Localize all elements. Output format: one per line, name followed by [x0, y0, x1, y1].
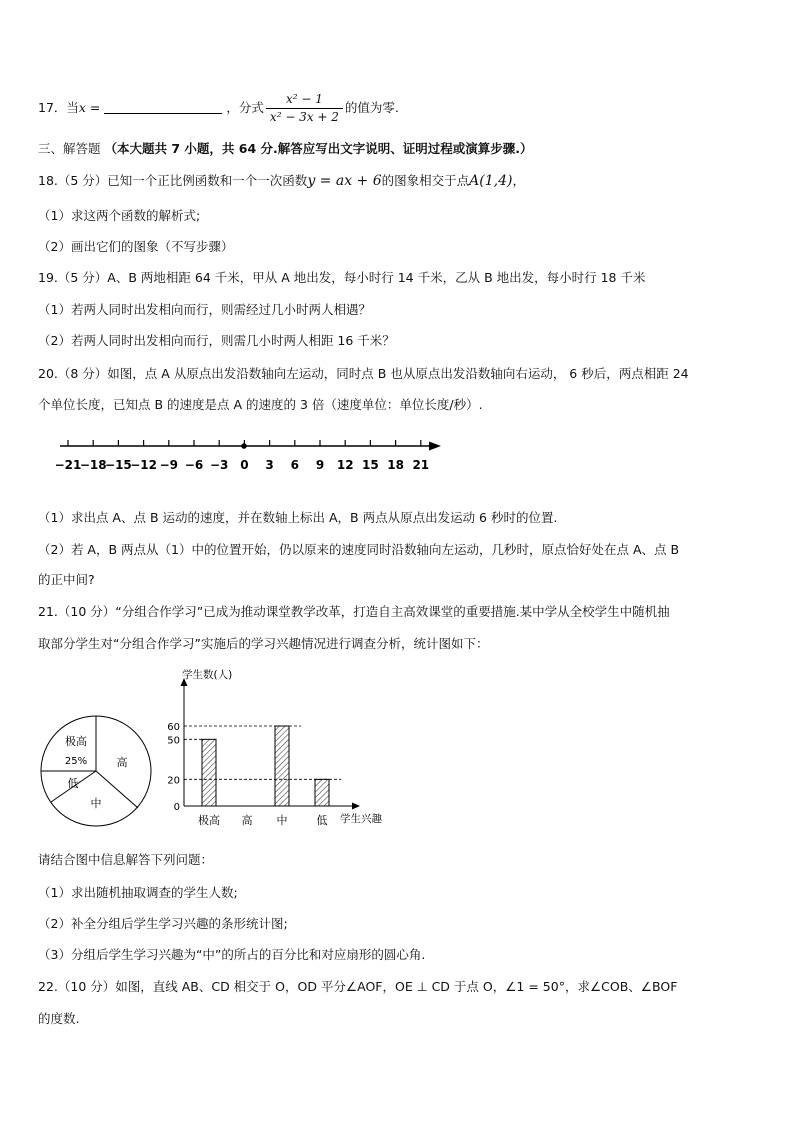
number-line-label: 0 [240, 458, 249, 472]
q22-stem-line-1: 22.（10 分）如图，直线 AB、CD 相交于 O，OD 平分∠AOF，OE ⊥ CD 于点 O，∠1 = 50°，求∠COB、∠BOF [38, 979, 678, 994]
q22-stem-line-2: 的度数. [38, 1011, 80, 1026]
bar-chart-x-ticks [198, 813, 328, 827]
q21-part-2: （2）补全分组后学生学习兴趣的条形统计图; [38, 916, 288, 931]
pie-label-medium: 中 [90, 797, 102, 810]
number-line-label: −21 [55, 458, 82, 472]
number-line-label: 6 [290, 458, 299, 472]
q21-stem-line-2: 取部分学生对“分组合作学习”实施后的学习兴趣情况进行调查分析，统计图如下： [38, 636, 489, 651]
number-line-label: 12 [336, 458, 354, 472]
q18-point: A(1,4) [469, 173, 513, 189]
q17-prefix: 17．当 [38, 100, 79, 115]
number-line-origin-dot [241, 443, 247, 449]
bar-chart-category-label: 高 [241, 814, 253, 827]
q19-part-1: （1）若两人同时出发相向而行，则需经过几小时两人相遇？ [38, 302, 371, 317]
q21-part-1: （1）求出随机抽取调查的学生人数; [38, 885, 238, 900]
q20-part-2-line-2: 的正中间? [38, 572, 95, 587]
q18-part-2: （2）画出它们的图象（不写步骤） [38, 239, 234, 254]
number-line-arrow [429, 442, 441, 451]
number-line-label: −6 [184, 458, 204, 472]
bar-chart-y-label: 学生数(人) [182, 669, 233, 681]
q17-variable: x = [78, 100, 101, 115]
bar-chart-x-arrow [352, 803, 360, 810]
bar-chart-y-tick-label: 50 [167, 735, 180, 747]
q20-part-2-line-1: （2）若 A，B 两点从（1）中的位置开始，仍以原来的速度同时沿数轴向左运动，几秒时，原点恰好处在点 A、点 B [38, 542, 680, 557]
q21-part-3: （3）分组后学生学习兴趣为“中”的所占的百分比和对应扇形的圆心角. [38, 947, 426, 962]
bar-chart-x-label: 学生兴趣 [340, 813, 382, 825]
number-line-label: −15 [105, 458, 132, 472]
q17-numerator: x² − 1 [266, 92, 343, 109]
pie-label-very-high-percent: 25% [64, 756, 88, 767]
q20-stem-line-1: 20.（8 分）如图，点 A 从原点出发沿数轴向左运动，同时点 B 也从原点出发沿数轴向右运动， 6 秒后，两点相距 24 [38, 366, 689, 381]
number-line-label: −18 [79, 458, 107, 472]
section-3-title: 三、解答题 [38, 141, 101, 156]
section-3-heading [38, 140, 533, 158]
number-line-label: −9 [159, 458, 179, 472]
q17-denominator: x² − 3x + 2 [269, 110, 339, 124]
bar-chart [160, 664, 395, 830]
bar-chart-y-tick-label: 20 [167, 775, 180, 787]
pie-label-high: 高 [116, 756, 128, 769]
number-line-label: 21 [412, 458, 430, 472]
q18-part-1: （1）求这两个函数的解析式; [38, 208, 201, 223]
number-line-labels [55, 458, 429, 472]
bar-chart-y-ticks [167, 722, 180, 813]
q17-suffix: 的值为零. [344, 100, 399, 115]
pie-label-very-high: 极高 [65, 735, 87, 748]
bar-2 [275, 726, 289, 806]
bar-chart-y-tick-label: 60 [167, 722, 180, 733]
bar-0 [202, 739, 216, 806]
q17-answer-blank[interactable] [104, 100, 222, 114]
section-3-note: （本大题共 7 小题，共 64 分.解答应写出文字说明、证明过程或演算步骤.） [104, 141, 533, 156]
q21-stem-line-1: 21.（10 分）“分组合作学习”已成为推动课堂教学改革，打造自主高效课堂的重要措施.某中学从全校学生中随机抽 [38, 604, 670, 619]
q18-formula: y = ax + 6 [307, 173, 382, 189]
question-18-stem [38, 172, 525, 190]
bar-chart-bars [202, 726, 329, 806]
pie-chart [38, 713, 158, 829]
q20-stem-line-2: 个单位长度，已知点 B 的速度是点 A 的速度的 3 倍（速度单位：单位长度/秒）. [38, 397, 483, 412]
q18-stem-b: 的图象相交于点 [381, 173, 470, 188]
number-line-label: 3 [265, 458, 274, 472]
q20-part-1: （1）求出点 A、点 B 运动的速度，并在数轴上标出 A，B 两点从原点出发运动 6 秒时的位置. [38, 510, 558, 525]
q18-stem-c: ， [512, 173, 525, 188]
q21-prompt: 请结合图中信息解答下列问题： [38, 852, 214, 867]
q17-fraction [266, 92, 343, 125]
number-line-label: −12 [130, 458, 157, 472]
q19-stem: 19.（5 分）A、B 两地相距 64 千米，甲从 A 地出发，每小时行 14 千米，乙从 B 地出发，每小时行 18 千米 [38, 270, 646, 285]
number-line-label: 15 [362, 458, 379, 472]
bar-chart-y-tick-label: 0 [173, 802, 180, 813]
bar-chart-category-label: 低 [316, 814, 328, 827]
q17-mid: ，分式 [226, 100, 264, 115]
q19-part-2: （2）若两人同时出发相向而行，则需几小时两人相距 16 千米？ [38, 333, 395, 348]
number-line-figure [55, 432, 455, 476]
bar-chart-category-label: 中 [276, 814, 288, 827]
bar-chart-category-label: 极高 [198, 814, 220, 827]
number-line-label: 18 [387, 458, 404, 472]
number-line-label: −3 [209, 458, 229, 472]
bar-3 [315, 779, 329, 806]
question-17 [38, 88, 399, 128]
q18-stem-a: 18.（5 分）已知一个正比例函数和一个一次函数 [38, 173, 308, 188]
pie-label-low: 低 [67, 777, 79, 790]
number-line-label: 9 [315, 458, 325, 472]
